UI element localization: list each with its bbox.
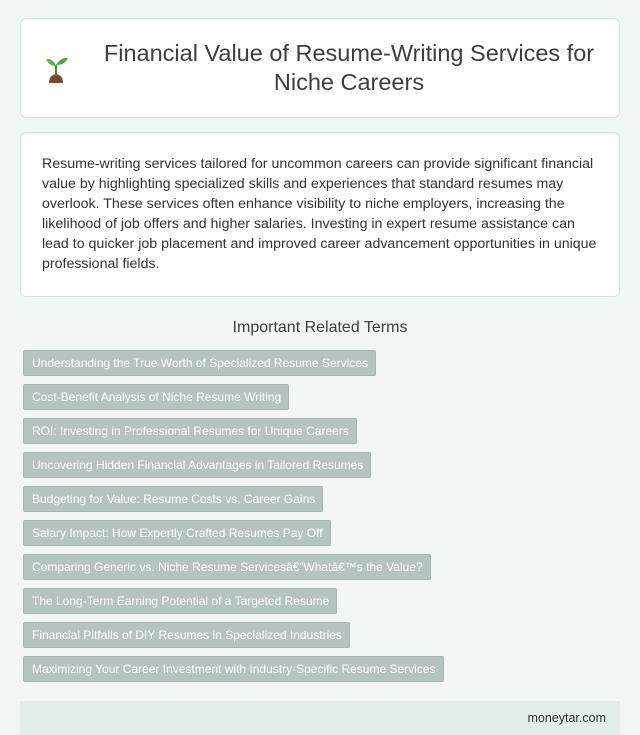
sprout-icon [41,53,71,83]
term-link-10[interactable]: Maximizing Your Career Investment with Industry-Specific Resume Services [23,656,444,682]
term-link-9[interactable]: Financial Pitfalls of DIY Resumes in Specialized Industries [23,622,350,648]
term-link-8[interactable]: The Long-Term Earning Potential of a Targeted Resume [23,588,337,614]
intro-card [20,132,620,297]
footer-site-name: moneytar.com [527,711,606,725]
footer [20,701,620,735]
header-card [20,18,620,118]
terms-list [20,350,620,682]
term-link-6[interactable]: Salary Impact: How Expertly Crafted Resumes Pay Off [23,520,331,546]
terms-heading: Important Related Terms [232,319,408,336]
term-link-5[interactable]: Budgeting for Value: Resume Costs vs. Career Gains [23,486,323,512]
header-inner [41,39,599,97]
term-link-2[interactable]: Cost-Benefit Analysis of Niche Resume Writing [23,384,289,410]
term-link-1[interactable]: Understanding the True Worth of Specialized Resume Services [23,350,376,376]
term-link-3[interactable]: ROI: Investing in Professional Resumes for Unique Careers [23,418,357,444]
term-link-4[interactable]: Uncovering Hidden Financial Advantages in Tailored Resumes [23,452,371,478]
intro-paragraph: Resume-writing services tailored for uncommon careers can provide significant financial value by highlighting specialized skills and experiences that standard resumes may overlook. These services often enhance visibility to niche employers, increasing the likelihood of job offers and higher salaries. Investing in expert resume assistance can lead to quicker job placement and improved career advancement opportunities in unique professional fields. [42,156,597,272]
term-link-7[interactable]: Comparing Generic vs. Niche Resume Servicesâ€”Whatâ€™s the Value? [23,554,431,580]
page-title: Financial Value of Resume-Writing Services for Niche Careers [103,40,595,95]
